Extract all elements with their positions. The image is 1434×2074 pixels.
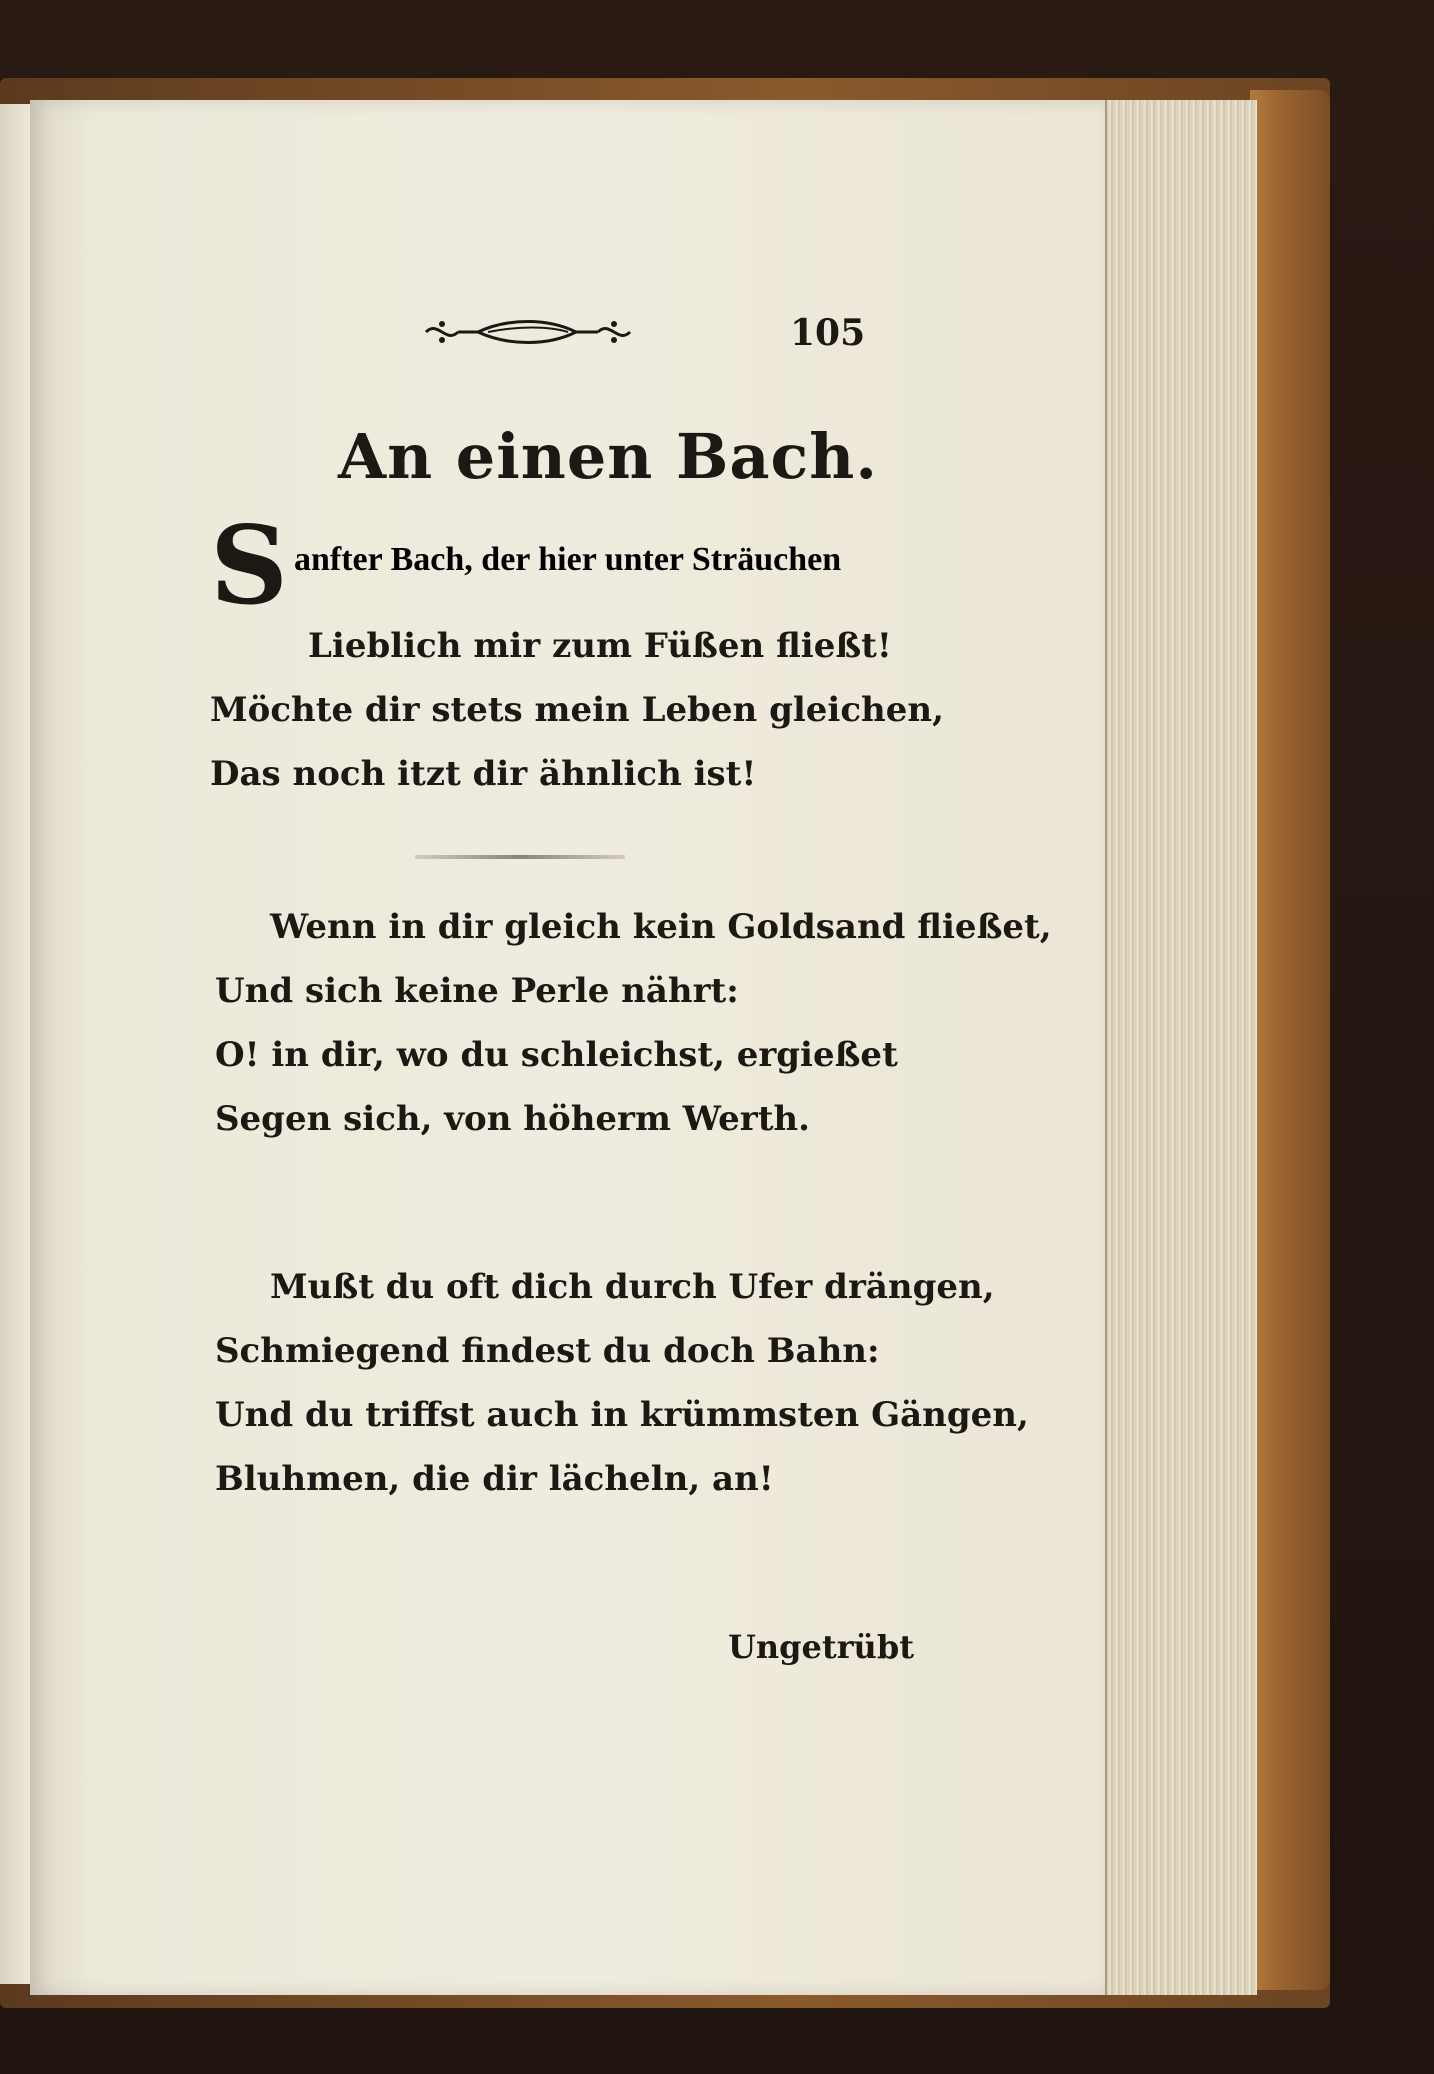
verse-line: Lieblich mir zum Füßen fließt! <box>308 626 892 666</box>
floral-ornament-icon <box>418 312 636 352</box>
stanza-divider <box>415 855 625 859</box>
stanza-3 <box>215 1255 1029 1511</box>
catchword: Ungetrübt <box>728 1628 914 1666</box>
verse-line: Das noch itzt dir ähnlich ist! <box>210 754 757 794</box>
drop-cap: S <box>210 503 288 629</box>
verse-line: Segen sich, von höherm Werth. <box>215 1099 810 1139</box>
verse-line: anfter Bach, der hier unter Sträuchen <box>294 541 842 578</box>
page-number: 105 <box>790 312 866 354</box>
verse-line: Und du triffst auch in krümmsten Gängen, <box>215 1395 1029 1435</box>
verse-line: O! in dir, wo du schleichst, ergießet <box>215 1035 898 1075</box>
verse-line: Bluhmen, die dir lächeln, an! <box>215 1459 774 1499</box>
left-page-edge <box>0 104 32 1984</box>
verse-line: Und sich keine Perle nährt: <box>215 971 739 1011</box>
stanza-1-line-1 <box>210 503 900 629</box>
page-block-edges <box>1105 100 1257 1995</box>
verse-line: Möchte dir stets mein Leben gleichen, <box>210 690 944 730</box>
stanza-1 <box>210 503 944 806</box>
stanza-2 <box>215 895 1052 1151</box>
verse-line: Wenn in dir gleich kein Goldsand fließet, <box>270 907 1052 947</box>
book-cover-edge <box>1250 90 1330 1990</box>
verse-line: Schmiegend findest du doch Bahn: <box>215 1331 880 1371</box>
poem-title: An einen Bach. <box>338 420 878 493</box>
verse-line: Mußt du oft dich durch Ufer drängen, <box>270 1267 995 1307</box>
